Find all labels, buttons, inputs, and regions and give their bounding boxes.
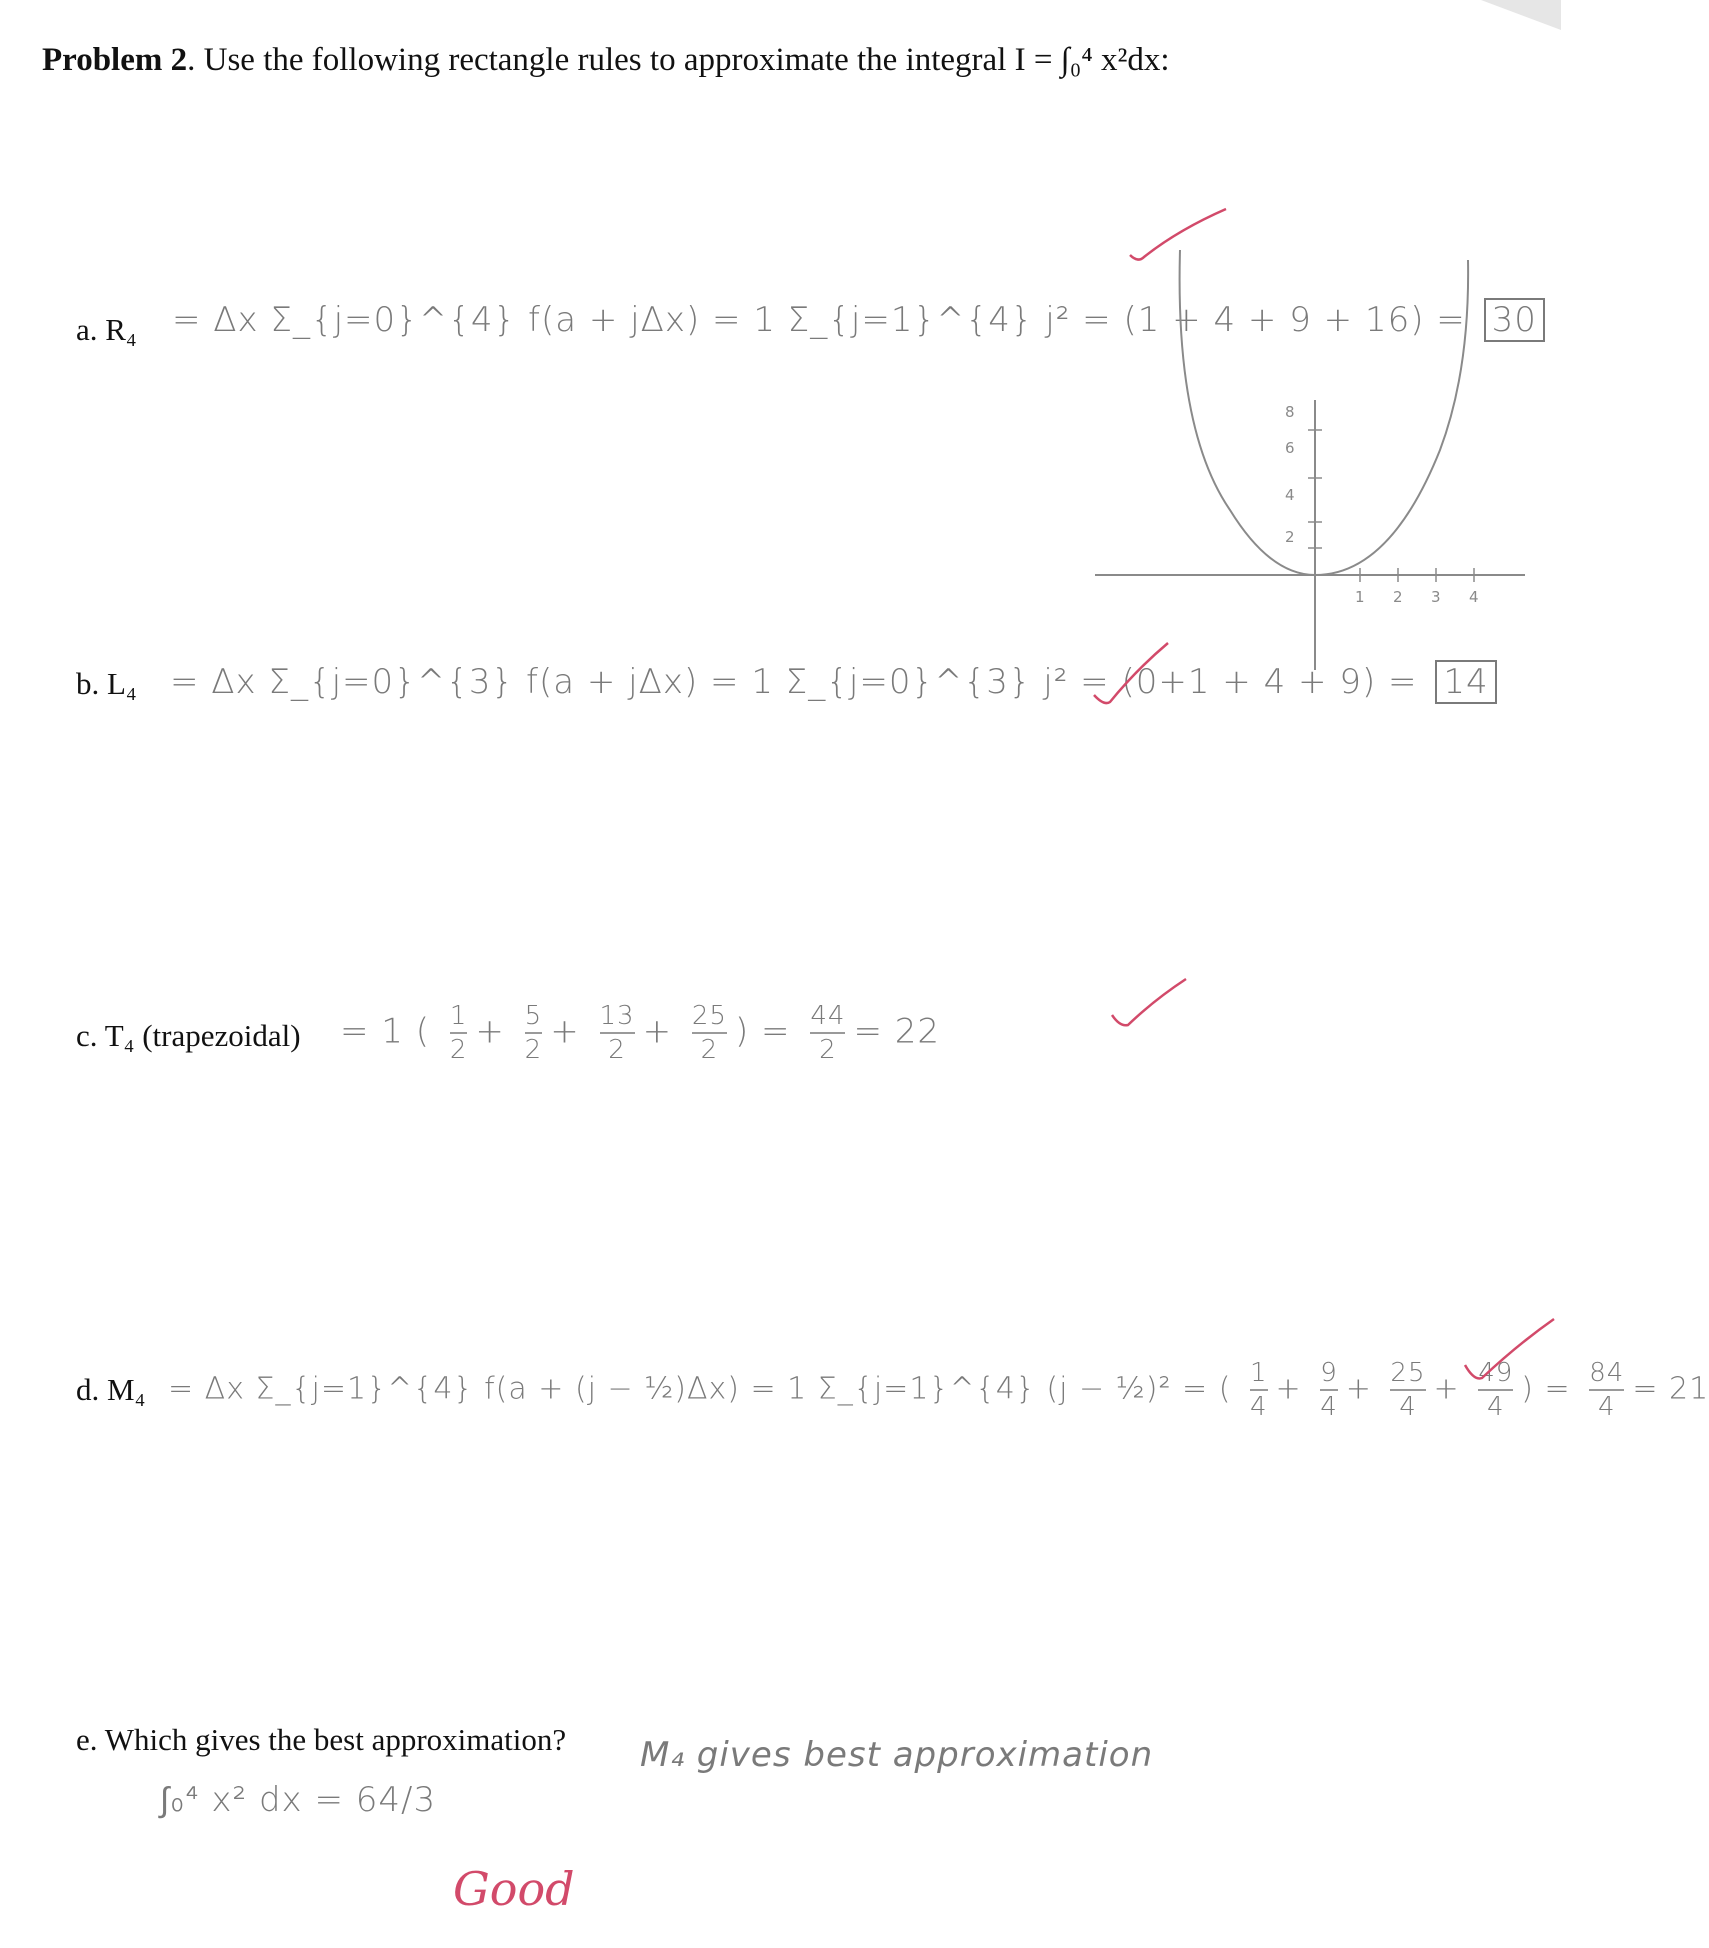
y-tick-label: 8 (1285, 403, 1295, 421)
part-d-fraction-4: $\frac{49}{4}$ (1478, 1358, 1514, 1422)
y-tick-label: 4 (1285, 486, 1295, 504)
part-d-work: = Δx Σ_{j=1}^{4} f(a + (j − ½)Δx) = 1 Σ_{j=1}^{4} (j − ½)² = ( $\frac{1}{4}$ + $\frac{9}{4}$ + $\frac{25}{4}$ + $\frac{49}{4}$ ) = $\frac{84}{4}$ = 21 (168, 1358, 1709, 1422)
check-mark-icon-d (1462, 1315, 1557, 1390)
exact-integral-note: ∫₀⁴ x² dx = 64/3 (160, 1780, 437, 1820)
grader-comment: Good (453, 1862, 575, 1916)
part-e-question: e. Which gives the best approximation? (76, 1722, 567, 1757)
part-a-steps: = Δx Σ_{j=0}^{4} f(a + jΔx) = 1 Σ_{j=1}^{4} j² = (1 + 4 + 9 + 16) = (172, 300, 1466, 340)
problem-number: Problem 2 (42, 42, 188, 78)
part-b-steps: = Δx Σ_{j=0}^{3} f(a + jΔx) = 1 Σ_{j=0}^{3} j² = (0+1 + 4 + 9) = (170, 662, 1418, 702)
part-d-fraction-3: $\frac{25}{4}$ (1390, 1358, 1426, 1422)
part-d-steps: = Δx Σ_{j=1}^{4} f(a + (j − ½)Δx) = 1 Σ_{j=1}^{4} (j − ½)² = ( (168, 1371, 1232, 1407)
part-c-label: c. T₄ (trapezoidal) (76, 1018, 301, 1053)
x-tick-label: 2 (1393, 588, 1403, 606)
part-c-answer: 22 (894, 1011, 941, 1052)
part-c-fraction-3: $\frac{13}{2}$ (599, 1001, 635, 1065)
part-c-work: = 1 ( $\frac{1}{2}$ + $\frac{5}{2}$ + $\frac{13}{2}$ + $\frac{25}{2}$ ) = $\frac{44}{2}$ = 22 (340, 1001, 941, 1065)
parabola-sketch (1090, 230, 1530, 680)
part-e-answer: M₄ gives best approximation (640, 1735, 1154, 1775)
part-d-fraction-1: $\frac{1}{4}$ (1249, 1358, 1268, 1422)
parabola-curve (1180, 250, 1469, 575)
y-tick-label: 2 (1285, 528, 1295, 546)
part-c-result-fraction: $\frac{44}{2}$ (810, 1001, 846, 1065)
part-b-label: b. L₄ (76, 666, 137, 701)
x-tick-label: 4 (1469, 588, 1479, 606)
check-mark-icon-c (1110, 975, 1190, 1035)
part-c-fraction-4: $\frac{25}{2}$ (691, 1001, 727, 1065)
page-corner-fold (1481, 0, 1561, 30)
part-a-label: a. R₄ (76, 312, 137, 347)
x-tick-label: 1 (1355, 588, 1365, 606)
part-c-prefix: = 1 ( (340, 1011, 430, 1052)
x-tick-label: 3 (1431, 588, 1441, 606)
part-b-answer: 14 (1435, 660, 1496, 704)
part-d-fraction-2: $\frac{9}{4}$ (1320, 1358, 1338, 1422)
part-d-result-fraction: $\frac{84}{4}$ (1589, 1358, 1625, 1422)
problem-prompt: Use the following rectangle rules to approximate the integral I = ∫₀⁴ x²dx: (203, 42, 1170, 78)
problem-statement: Problem 2. Use the following rectangle rules to approximate the integral I = ∫₀⁴ x²dx: (42, 42, 1170, 78)
y-tick-label: 6 (1285, 439, 1295, 457)
part-c-fraction-1: $\frac{1}{2}$ (449, 1001, 468, 1065)
part-a-answer: 30 (1484, 298, 1545, 342)
part-c-fraction-2: $\frac{5}{2}$ (524, 1001, 543, 1065)
part-d-label: d. M₄ (76, 1372, 146, 1407)
part-d-answer: 21 (1669, 1371, 1709, 1407)
